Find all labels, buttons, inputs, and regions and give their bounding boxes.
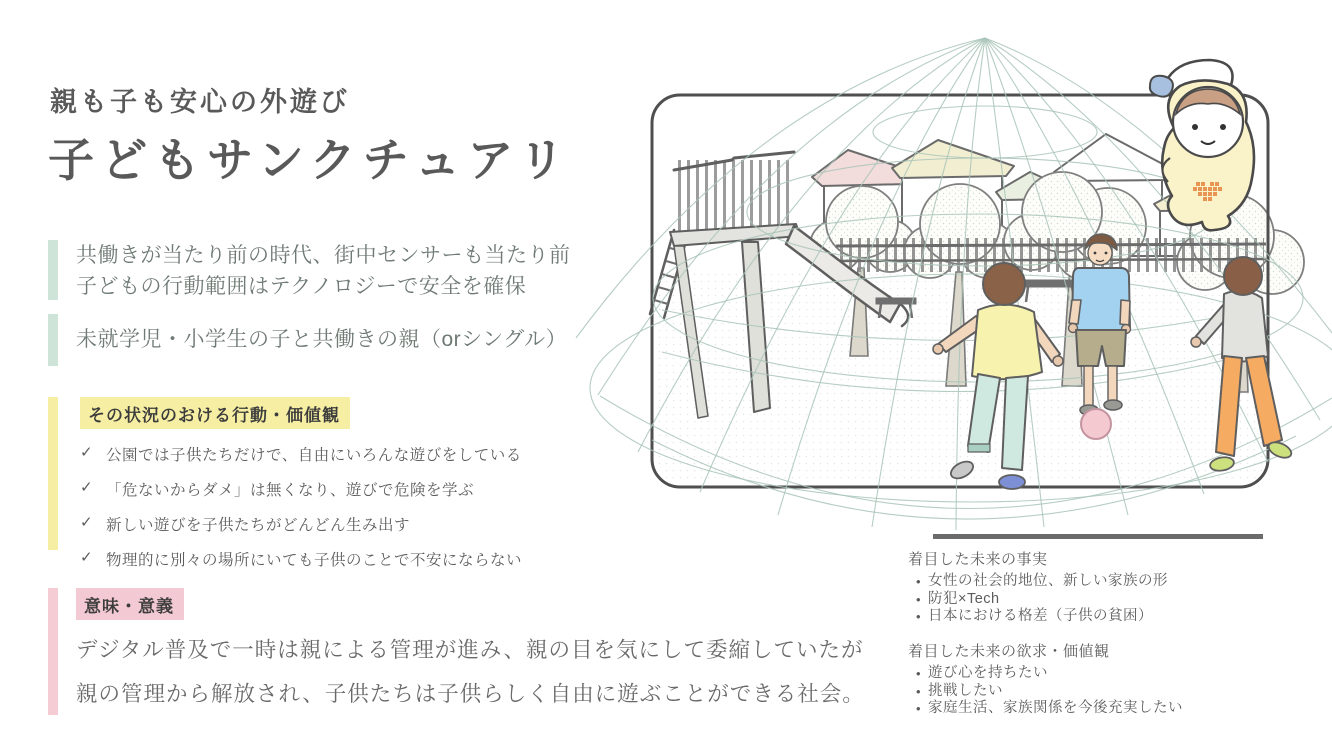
- meaning-section-title: 意味・意義: [76, 588, 184, 620]
- bullet-item-label: 女性の社会的地位、新しい家族の形: [928, 573, 1168, 589]
- page-title: 子どもサンクチュアリ: [48, 134, 572, 186]
- check-icon: ✓: [80, 479, 94, 496]
- bullet-icon: •: [916, 683, 922, 699]
- check-item-label: 公園では子供たちだけで、自由にいろんな遊びをしている: [106, 447, 522, 464]
- pink-accent-bar: [48, 588, 58, 715]
- check-item: [80, 478, 600, 500]
- bullet-item: [908, 665, 1308, 683]
- bullet-icon: •: [916, 666, 922, 681]
- playground-illustration: [560, 8, 1332, 536]
- bullet-item-label: 家庭生活、家族関係を今後充実したい: [928, 700, 1183, 716]
- bullet-icon: •: [916, 591, 922, 607]
- check-item: [80, 443, 600, 465]
- fence: [836, 238, 1266, 272]
- bullet-item-label: 挑戦したい: [928, 682, 1003, 699]
- context-line: 未就学児・小学生の子と共働きの親（orシングル）: [76, 328, 568, 351]
- context-line: 子どもの行動範囲はテクノロジーで安全を確保: [76, 275, 527, 298]
- sensor-droplet-icon: [1150, 76, 1173, 97]
- future-values-list: [908, 640, 1308, 718]
- bullet-item: [908, 700, 1308, 718]
- context-block-society: [48, 240, 571, 302]
- check-item: [80, 548, 600, 570]
- future-facts-list: [908, 548, 1308, 626]
- future-values-title: 着目した未来の欲求・価値観: [908, 643, 1110, 660]
- meaning-line: デジタル普及で一時は親による管理が進み、親の目を気にして委縮していたが: [76, 638, 864, 662]
- check-item-label: 物理的に別々の場所にいても子供のことで不安にならない: [106, 552, 523, 569]
- ball: [1081, 409, 1111, 439]
- behavior-section: [48, 397, 600, 583]
- bullet-icon: •: [916, 574, 922, 589]
- context-text: [76, 314, 567, 366]
- future-facts-title: 着目した未来の事実: [908, 551, 1048, 568]
- bullet-item: [908, 573, 1308, 591]
- context-text: [76, 240, 571, 302]
- meaning-line: 親の管理から解放され、子供たちは子供らしく自由に遊ぶことができる社会。: [76, 682, 865, 706]
- yellow-accent-bar: [48, 397, 58, 550]
- meaning-section: [48, 588, 865, 715]
- bullet-item: [908, 683, 1308, 701]
- green-accent-bar: [48, 314, 58, 366]
- check-item-label: 新しい遊びを子供たちがどんどん生み出す: [106, 517, 411, 534]
- bullet-item: [908, 608, 1308, 626]
- slide-subtitle: 親も子も安心の外遊び: [50, 87, 350, 117]
- green-accent-bar: [48, 240, 58, 300]
- context-line: 共働きが当たり前の時代、街中センサーも当たり前: [76, 244, 571, 267]
- bullet-item-label: 遊び心を持ちたい: [928, 665, 1048, 681]
- bullet-icon: •: [916, 609, 922, 624]
- behavior-check-list: [80, 443, 600, 570]
- bullet-icon: •: [916, 701, 922, 716]
- bullet-item-label: 防犯×Tech: [928, 590, 1000, 607]
- behavior-section-title: その状況のおける行動・価値観: [80, 397, 350, 429]
- bullet-item: [908, 591, 1308, 609]
- bullet-item-label: 日本における格差（子供の貧困）: [928, 608, 1153, 624]
- check-icon: ✓: [80, 514, 94, 531]
- context-block-target: [48, 314, 567, 366]
- check-item-label: 「危ないからダメ」は無くなり、遊びで危険を学ぶ: [106, 482, 475, 499]
- check-icon: ✓: [80, 444, 94, 461]
- check-item: [80, 513, 600, 535]
- check-icon: ✓: [80, 549, 94, 566]
